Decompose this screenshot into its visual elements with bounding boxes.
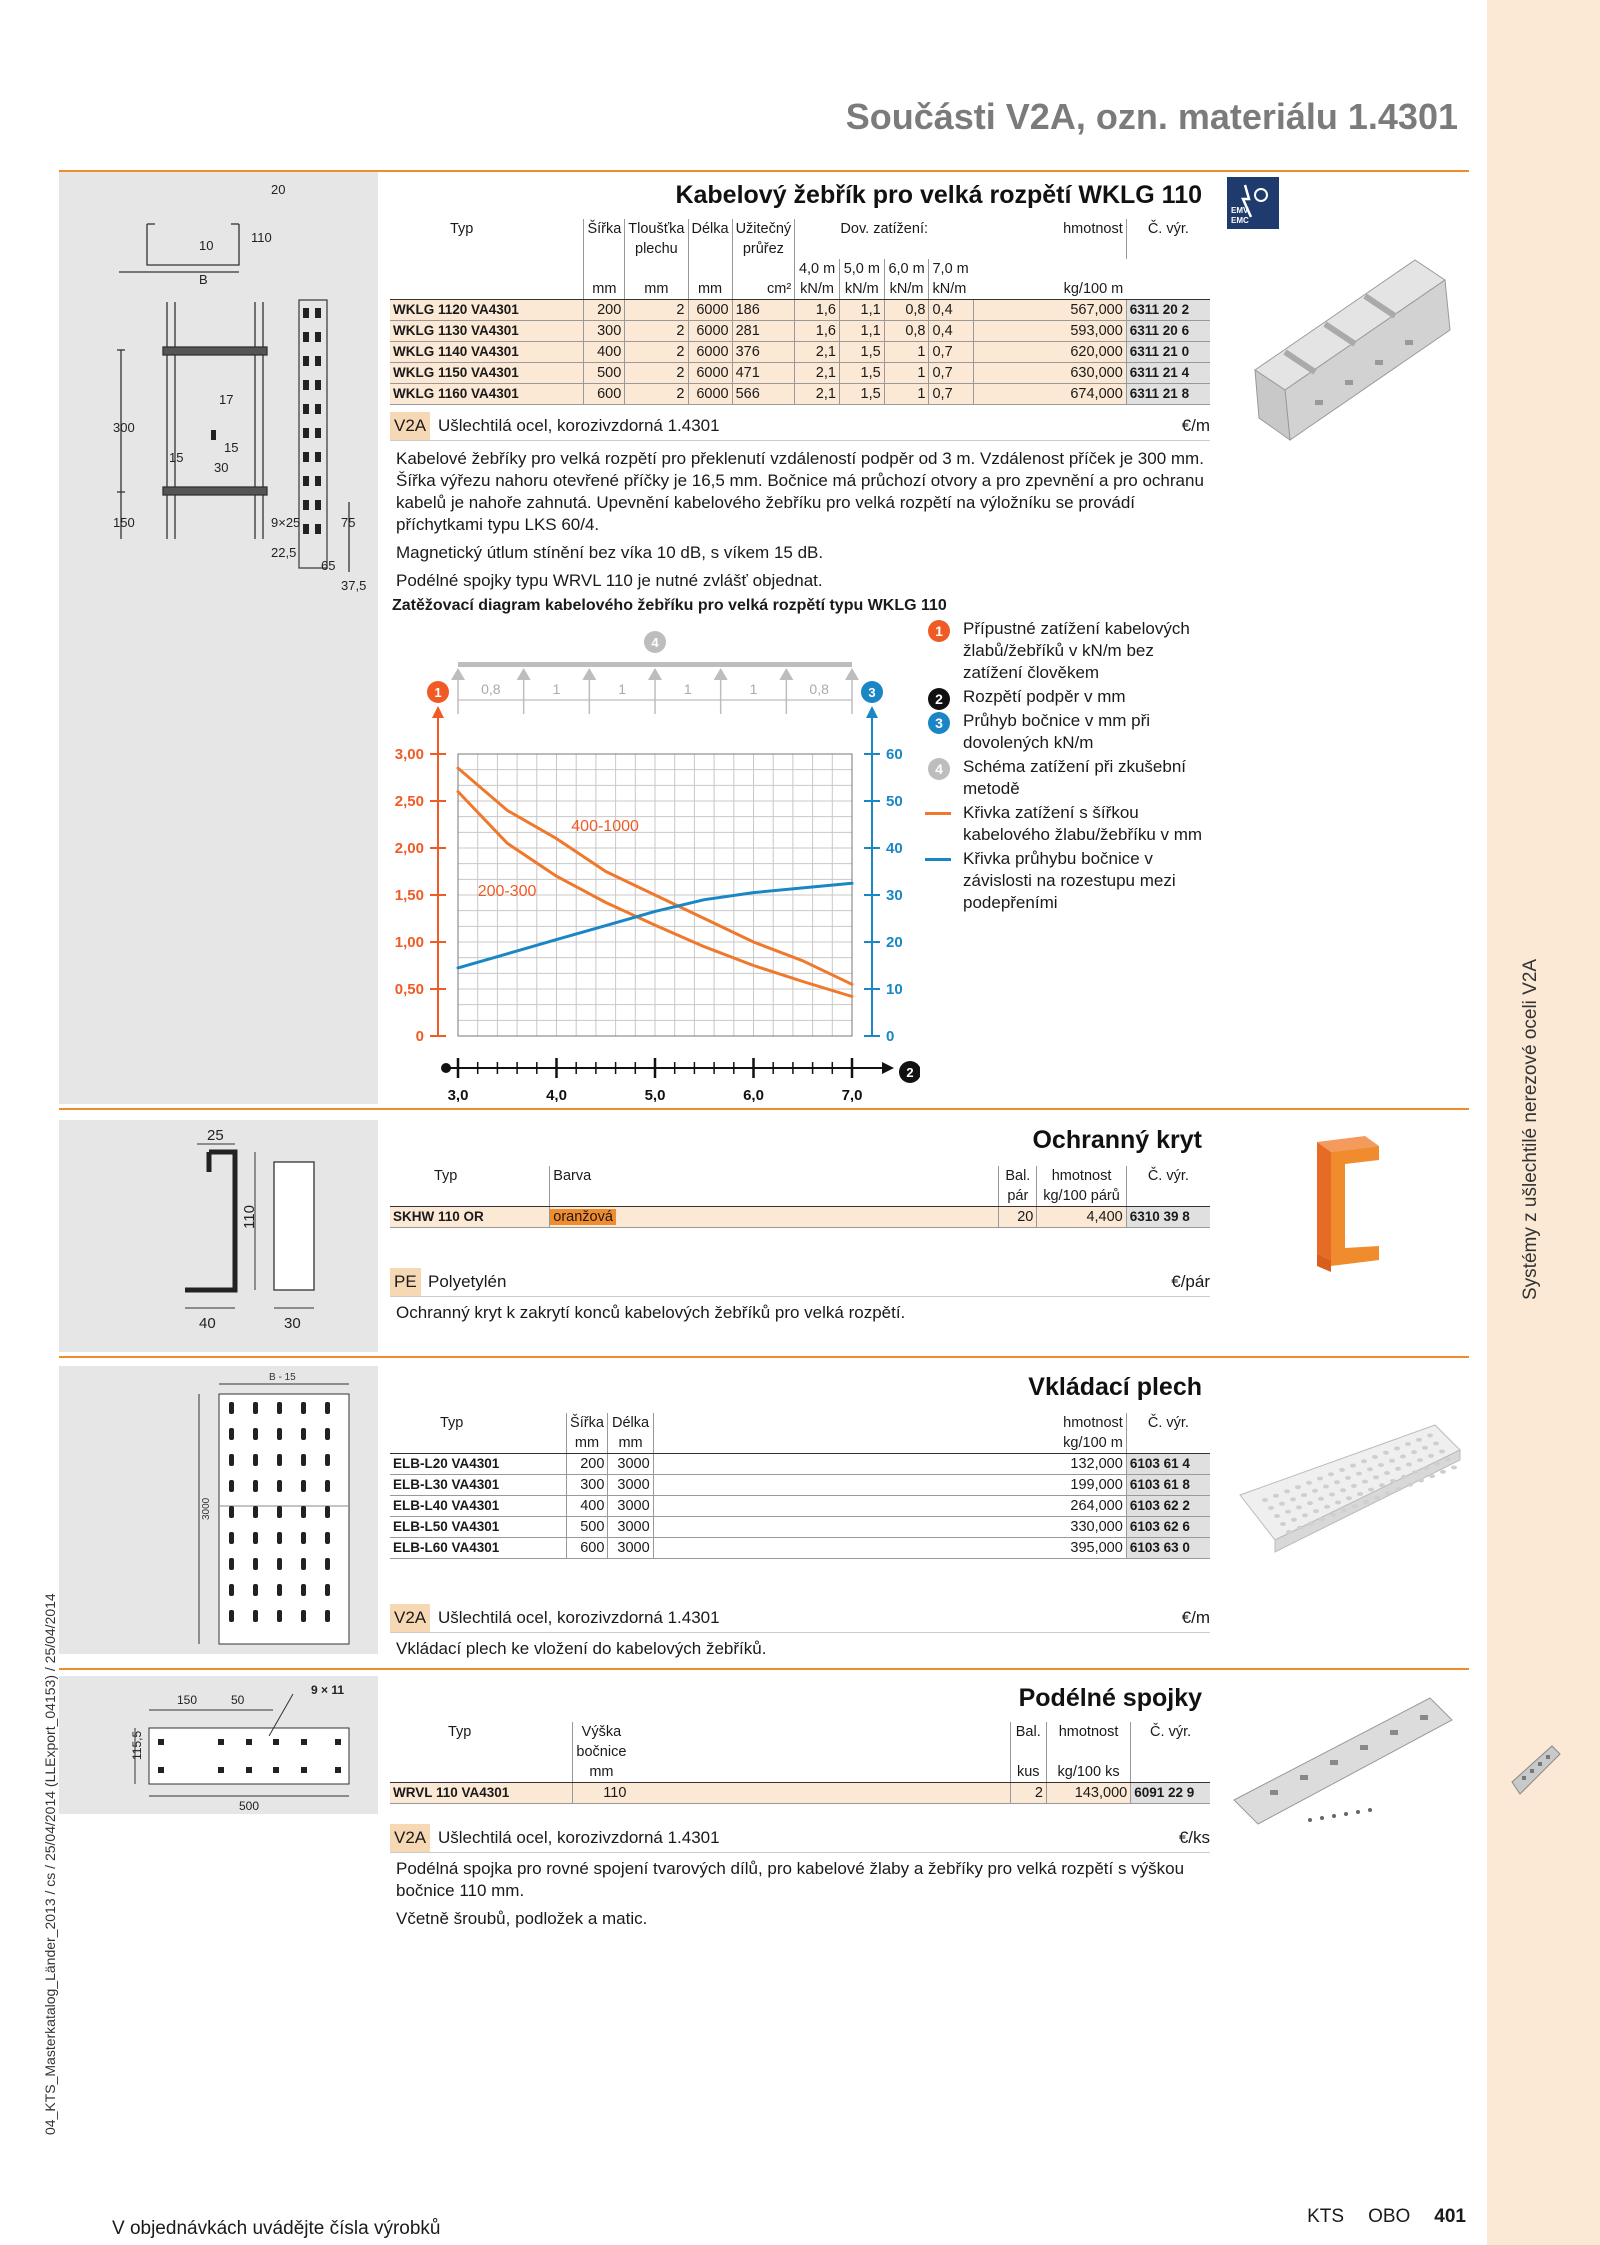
load-support (845, 668, 859, 680)
plate-perforation (1307, 1501, 1313, 1505)
plate-perforation (1411, 1450, 1417, 1454)
section-divider (59, 1668, 1469, 1670)
perforation-hole (277, 1402, 282, 1414)
plate-perforation (1351, 1484, 1357, 1488)
wrvl-section-title: Podélné spojky (1018, 1684, 1202, 1712)
dim-b: B (199, 272, 208, 287)
plate-perforation (1363, 1500, 1369, 1504)
load-support (451, 668, 465, 680)
perforation-hole (325, 1428, 330, 1440)
dim-110: 110 (241, 1205, 258, 1229)
dim-40: 40 (199, 1315, 216, 1332)
dim-65: 65 (321, 558, 336, 573)
dim-10: 10 (199, 238, 214, 253)
drawing-panel (59, 1676, 378, 1814)
perforation-hole (277, 1532, 282, 1544)
wklg-section-title: Kabelový žebřík pro velká rozpětí WKLG 110 (675, 181, 1202, 209)
x-axis-arrow (882, 1062, 894, 1074)
dim-300: 300 (113, 420, 135, 435)
right-tick-label: 20 (886, 934, 903, 951)
section-divider (59, 1108, 1469, 1110)
plate-perforation (1422, 1446, 1428, 1450)
dim-500: 500 (239, 1799, 260, 1813)
perforation-hole (277, 1610, 282, 1622)
plate-perforation (1428, 1454, 1434, 1458)
plate-perforation (1368, 1488, 1374, 1492)
plate-perforation (1439, 1450, 1445, 1454)
plate-perforation (1427, 1434, 1433, 1438)
x-axis-origin-dot (441, 1063, 451, 1073)
x-axis-marker-label: 2 (906, 1065, 914, 1080)
plate-perforation (1329, 1493, 1335, 1497)
skhw-section-title: Ochranný kryt (1032, 1126, 1202, 1154)
plate-perforation (1423, 1466, 1429, 1470)
plate-perforation (1328, 1472, 1334, 1476)
elb-section-title: Vkládací plech (1028, 1373, 1202, 1401)
perforation-hole (229, 1558, 234, 1570)
wklg-technical-drawing (59, 172, 378, 672)
load-scheme-value: 1 (683, 681, 692, 697)
table-row: ELB-L60 VA4301 600 3000 395,000 6103 63 0 (390, 1538, 1210, 1559)
table-row: ELB-L30 VA4301 300 3000 199,000 6103 61 8 (390, 1475, 1210, 1496)
plate-perforation (1313, 1509, 1319, 1513)
legend-item: 1 Přípustné zatížení kabelových žlabů/žebříků v kN/m bez zatížení člověkem (925, 618, 1215, 684)
plate-perforation (1340, 1488, 1346, 1492)
right-tick-label: 40 (886, 840, 903, 857)
plate-perforation (1268, 1506, 1274, 1510)
footer-order-note: V objednávkách uvádějte čísla výrobků (112, 2218, 441, 2239)
dim-20: 20 (271, 182, 286, 197)
plate-perforation (1274, 1514, 1280, 1518)
right-tick-label: 0 (886, 1028, 895, 1045)
dim-75: 75 (341, 515, 356, 530)
table-row: WKLG 1120 VA4301 200 2 6000 186 1,6 1,1 0,8 0,4 567,000 6311 20 2 (390, 300, 1210, 321)
load-support (714, 668, 728, 680)
perforation-hole (325, 1558, 330, 1570)
perforation-hole (253, 1610, 258, 1622)
dim-115-5: 115,5 (130, 1730, 144, 1760)
perforation-hole (229, 1402, 234, 1414)
elb-technical-drawing (59, 1366, 378, 1654)
col-sirka: Šířka (584, 219, 625, 259)
plate-perforation (1357, 1492, 1363, 1496)
left-tick-label: 1,50 (394, 887, 424, 904)
col-tloustka: Tloušťka plechu (625, 219, 688, 259)
side-band (1487, 0, 1600, 2245)
perforation-hole (277, 1480, 282, 1492)
dim-b-15: B - 15 (269, 1372, 296, 1383)
left-tick-label: 0 (415, 1028, 424, 1045)
left-tick-label: 2,00 (394, 840, 424, 857)
right-tick-label: 10 (886, 981, 903, 998)
dim-30: 30 (214, 460, 229, 475)
plate-perforation (1350, 1464, 1356, 1468)
load-beam (458, 662, 852, 667)
dim-15b: 15 (224, 440, 239, 455)
plate-perforation (1433, 1442, 1439, 1446)
load-scheme-marker-label: 4 (651, 635, 659, 650)
plate-perforation (1379, 1483, 1385, 1487)
dim-110: 110 (251, 230, 272, 245)
drawing-panel (59, 1120, 378, 1352)
plate-perforation (1285, 1510, 1291, 1514)
left-axis-arrow (432, 706, 444, 718)
right-axis-marker-label: 3 (868, 685, 876, 700)
plate-perforation (1405, 1442, 1411, 1446)
plate-perforation (1306, 1481, 1312, 1485)
dim-3000: 3000 (201, 1497, 212, 1520)
plate-perforation (1352, 1504, 1358, 1508)
plate-perforation (1297, 1526, 1303, 1530)
plate-perforation (1451, 1466, 1457, 1470)
diagram-legend (925, 618, 1215, 916)
table-row: WKLG 1130 VA4301 300 2 6000 281 1,6 1,1 0,8 0,4 593,000 6311 20 6 (390, 321, 1210, 342)
plate-perforation (1361, 1459, 1367, 1463)
load-scheme-value: 0,8 (809, 681, 829, 697)
plate-perforation (1262, 1498, 1268, 1502)
plate-perforation (1445, 1458, 1451, 1462)
load-diagram-chart (380, 622, 920, 1102)
x-tick-label: 5,0 (644, 1087, 666, 1102)
x-tick-label: 4,0 (546, 1087, 567, 1102)
plate-perforation (1356, 1472, 1362, 1476)
perforation-hole (325, 1480, 330, 1492)
plate-perforation (1335, 1501, 1341, 1505)
curve-label-200-300: 200-300 (477, 882, 537, 900)
perforation-hole (301, 1584, 306, 1596)
perforation-hole (301, 1532, 306, 1544)
legend-item: 4 Schéma zatížení při zkušební metodě (925, 756, 1215, 800)
load-support (648, 668, 662, 680)
dim-17: 17 (219, 392, 234, 407)
skhw-material-row: PE Polyetylén €/pár (390, 1268, 1210, 1297)
plate-perforation (1339, 1468, 1345, 1472)
perforation-hole (277, 1428, 282, 1440)
table-row: ELB-L40 VA4301 400 3000 264,000 6103 62 2 (390, 1496, 1210, 1517)
plate-perforation (1308, 1521, 1314, 1525)
left-tick-label: 1,00 (394, 934, 424, 951)
plate-perforation (1317, 1477, 1323, 1481)
plate-perforation (1418, 1478, 1424, 1482)
plate-perforation (1301, 1493, 1307, 1497)
wrvl-product-table: Typ Výška bočnice Bal. hmotnost Č. výr. mm kus kg/100 ks WRVL 110 VA4301 110 2 143,000 6091 22 9 (390, 1722, 1210, 1804)
perforation-hole (325, 1532, 330, 1544)
load-support (517, 668, 531, 680)
plate-perforation (1416, 1438, 1422, 1442)
plate-perforation (1286, 1530, 1292, 1534)
perforation-hole (253, 1454, 258, 1466)
load-support (779, 668, 793, 680)
curve-label-400-1000: 400-1000 (571, 818, 639, 836)
plate-perforation (1394, 1446, 1400, 1450)
dim-150: 150 (177, 1693, 198, 1707)
skhw-description: Ochranný kryt k zakrytí konců kabelových žebříků pro velká rozpětí. (396, 1303, 906, 1322)
wklg-material-row: V2A Ušlechtilá ocel, korozivzdorná 1.4301 €/m (390, 412, 1210, 441)
left-axis-marker-label: 1 (434, 685, 442, 700)
dim-50: 50 (231, 1693, 245, 1707)
table-row: ELB-L20 VA4301 200 3000 132,000 6103 61 4 (390, 1454, 1210, 1475)
perforation-hole (277, 1506, 282, 1518)
legend-item: Křivka průhybu bočnice v závislosti na rozestupu mezi podepřeními (925, 848, 1215, 914)
section-divider (59, 1356, 1469, 1358)
col-typ: Typ (450, 221, 474, 237)
plate-perforation (1373, 1475, 1379, 1479)
perforation-hole (301, 1428, 306, 1440)
plate-perforation (1345, 1476, 1351, 1480)
cable-ladder-product-image (1245, 240, 1460, 450)
wklg-product-table: Typ Šířka Tloušťka plechu Délka Užitečný průřez Dov. zatížení: hmotnost Č. výr. 4,0 m 5,0 m 6,0 m 7,0 m mm mm mm cm² kN/m kN/m kN/m kN/m kg/100 m WKLG 1120 VA4301 200 2 6000 186 1,6 1,1 0,8 0,4 567,000 6311 20 2 WKLG 1130 VA4301 300 2 6000 281 1,6 1,1 0,8 0,4 593,000 6311 20 6 WKLG 1140 VA4301 400 2 6000 376 2,1 1,5 1 0,7 620,000 6311 21 0 WKLG 1150 VA4301 500 2 6000 471 2,1 1,5 1 0,7 630,000 6311 21 4 WKLG 1160 VA4301 600 2 6000 566 2,1 1,5 1 0,7 674,000 6311 21 8 (390, 219, 1210, 405)
wrvl-material-row: V2A Ušlechtilá ocel, korozivzdorná 1.4301 €/ks (390, 1824, 1210, 1853)
perforation-hole (325, 1402, 330, 1414)
cable-ladder-thumbnail-icon (1508, 1742, 1564, 1800)
wrvl-description: Podélná spojka pro rovné spojení tvarových dílů, pro kabelové žlaby a žebříky pro velká rozpětí s výškou bočnice 110 mm. Včetně šroubů, podložek a matic. (396, 1859, 1185, 1928)
x-tick-label: 3,0 (447, 1087, 469, 1102)
perforation-hole (229, 1532, 234, 1544)
plate-perforation (1412, 1470, 1418, 1474)
dim-9x11: 9 × 11 (311, 1683, 345, 1697)
plate-perforation (1395, 1467, 1401, 1471)
perforation-hole (229, 1610, 234, 1622)
plate-perforation (1434, 1462, 1440, 1466)
x-tick-label: 6,0 (743, 1087, 764, 1102)
dim-37-5: 37,5 (341, 578, 367, 593)
plate-perforation (1280, 1522, 1286, 1526)
plate-perforation (1279, 1502, 1285, 1506)
plate-perforation (1334, 1480, 1340, 1484)
perforation-hole (301, 1402, 306, 1414)
catalog-export-footer: 04_KTS_Masterkatalog_Länder_2013 / cs / 25/04/2014 (LLExport_04153) / 25/04/2014 (42, 1593, 58, 2135)
table-row: SKHW 110 OR oranžová 20 4,400 6310 39 8 (390, 1207, 1210, 1228)
plate-perforation (1295, 1485, 1301, 1489)
col-prurez: Užitečný průřez (732, 219, 795, 259)
emv-emc-icon (1227, 177, 1279, 229)
plate-perforation (1324, 1505, 1330, 1509)
skhw-technical-drawing (59, 1120, 378, 1352)
side-category-label: Systémy z ušlechtilé nerezové oceli V2A (1520, 958, 1541, 1300)
perforation-hole (301, 1506, 306, 1518)
dim-15a: 15 (169, 450, 184, 465)
perforation-hole (253, 1532, 258, 1544)
plate-perforation (1362, 1480, 1368, 1484)
right-tick-label: 60 (886, 746, 903, 763)
perforation-hole (229, 1480, 234, 1492)
plate-perforation (1284, 1489, 1290, 1493)
skhw-product-table: Typ Barva Bal. hmotnost Č. výr. pár kg/100 párů SKHW 110 OR oranžová 20 4,400 6310 39 8 (390, 1166, 1210, 1228)
perforation-hole (253, 1584, 258, 1596)
plate-perforation (1417, 1458, 1423, 1462)
left-tick-label: 0,50 (394, 981, 424, 998)
plate-perforation (1346, 1496, 1352, 1500)
left-tick-label: 2,50 (394, 793, 424, 810)
perforation-hole (325, 1506, 330, 1518)
table-row: WKLG 1160 VA4301 600 2 6000 566 2,1 1,5 1 0,7 674,000 6311 21 8 (390, 384, 1210, 405)
elb-product-table: Typ Šířka Délka hmotnost Č. výr. mm mm kg/100 m ELB-L20 VA4301 200 3000 132,000 6103 61 4 ELB-L30 VA4301 300 3000 199,000 6103 61 8 ELB-L40 VA4301 400 3000 264,000 6103 62 2 ELB-L50 VA4301 500 3000 330,000 6103 62 6 ELB-L60 VA4301 600 3000 395,000 6103 63 0 (390, 1413, 1210, 1559)
right-axis-arrow (866, 706, 878, 718)
plate-perforation (1401, 1475, 1407, 1479)
plate-perforation (1319, 1517, 1325, 1521)
plate-perforation (1290, 1497, 1296, 1501)
legend-item: 2 Rozpětí podpěr v mm (925, 686, 1215, 708)
perforation-hole (253, 1480, 258, 1492)
plate-perforation (1396, 1487, 1402, 1491)
plate-perforation (1406, 1462, 1412, 1466)
perforation-hole (301, 1454, 306, 1466)
plate-perforation (1385, 1491, 1391, 1495)
dim-150: 150 (113, 515, 135, 530)
perforation-hole (325, 1610, 330, 1622)
plate-perforation (1389, 1459, 1395, 1463)
perforation-hole (325, 1454, 330, 1466)
perforation-hole (253, 1506, 258, 1518)
load-support (582, 668, 596, 680)
plate-perforation (1323, 1485, 1329, 1489)
plate-perforation (1291, 1518, 1297, 1522)
dim-22-5: 22,5 (271, 545, 297, 560)
elb-material-row: V2A Ušlechtilá ocel, korozivzdorná 1.4301 €/m (390, 1604, 1210, 1633)
legend-item: Křivka zatížení s šířkou kabelového žlabu/žebříku v mm (925, 802, 1215, 846)
plate-perforation (1407, 1483, 1413, 1487)
load-scheme-value: 1 (618, 681, 627, 697)
plate-perforation (1341, 1509, 1347, 1513)
protective-cap-product-image (1305, 1130, 1385, 1280)
drawing-panel (59, 1366, 378, 1654)
perforation-hole (277, 1454, 282, 1466)
plate-perforation (1296, 1505, 1302, 1509)
plate-perforation (1273, 1494, 1279, 1498)
dim-9x25: 9×25 (271, 515, 301, 530)
perforation-hole (301, 1480, 306, 1492)
perforation-hole (301, 1610, 306, 1622)
col-cvyr: Č. výr. (1126, 219, 1210, 259)
plate-perforation (1302, 1513, 1308, 1517)
plate-perforation (1429, 1474, 1435, 1478)
right-tick-label: 50 (886, 793, 903, 810)
dim-30: 30 (284, 1315, 301, 1332)
table-row: ELB-L50 VA4301 500 3000 330,000 6103 62 6 (390, 1517, 1210, 1538)
table-row: WRVL 110 VA4301 110 2 143,000 6091 22 9 (390, 1783, 1210, 1804)
plate-perforation (1374, 1496, 1380, 1500)
plate-perforation (1318, 1497, 1324, 1501)
load-scheme-value: 0,8 (481, 681, 501, 697)
legend-item: 3 Průhyb bočnice v mm při dovolených kN/m (925, 710, 1215, 754)
perforation-hole (277, 1558, 282, 1570)
plate-perforation (1312, 1489, 1318, 1493)
plate-perforation (1383, 1451, 1389, 1455)
right-tick-label: 30 (886, 887, 903, 904)
load-scheme-value: 1 (552, 681, 561, 697)
col-dov-zatizeni: Dov. zatížení: (795, 219, 974, 259)
col-hmotnost: hmotnost (1063, 221, 1123, 237)
perforation-hole (253, 1402, 258, 1414)
wklg-description: Kabelové žebříky pro velká rozpětí pro překlenutí vzdáleností podpěr od 3 m. Vzdálenost příček je 300 mm. Šířka výřezu nahoru otevřené příčky je 16,5 mm. Bočnice má průchozí otvory a pro zpevnění a pro ochranu kabelů je nahoře zahnutá. Upevnění kabelového žebříku pro velká rozpětí na výložníku se provádí příchytkami typu LKS 60/4. Magnetický útlum stínění bez víka 10 dB, s víkem 15 dB. Podélné spojky typu WRVL 110 je nutné zvlášť objednat. (396, 449, 1204, 590)
drawing-panel (59, 172, 378, 1104)
perforation-hole (301, 1558, 306, 1570)
footer-page-info: KTS OBO 401 (1307, 2206, 1466, 2227)
insert-plate-product-image (1235, 1420, 1465, 1560)
diagram-title: Zatěžovací diagram kabelového žebříku pro velká rozpětí typu WKLG 110 (392, 597, 947, 614)
perforation-hole (253, 1558, 258, 1570)
wrvl-technical-drawing (59, 1676, 378, 1814)
perforation-hole (253, 1428, 258, 1440)
longitudinal-connector-product-image (1230, 1690, 1460, 1840)
perforation-hole (229, 1428, 234, 1440)
perforation-hole (229, 1454, 234, 1466)
plate-perforation (1384, 1471, 1390, 1475)
svg-text:EMV: EMV (1231, 206, 1249, 215)
plate-perforation (1390, 1479, 1396, 1483)
table-row: WKLG 1150 VA4301 500 2 6000 471 2,1 1,5 1 0,7 630,000 6311 21 4 (390, 363, 1210, 384)
svg-text:EMC: EMC (1231, 216, 1249, 225)
dim-25: 25 (207, 1127, 224, 1144)
perforation-hole (229, 1506, 234, 1518)
page-title: Součásti V2A, ozn. materiálu 1.4301 (845, 96, 1458, 137)
x-tick-label: 7,0 (841, 1087, 863, 1102)
plate-perforation (1372, 1455, 1378, 1459)
plate-perforation (1330, 1513, 1336, 1517)
perforation-hole (325, 1584, 330, 1596)
col-delka: Délka (688, 219, 732, 259)
left-tick-label: 3,00 (394, 746, 424, 763)
elb-description: Vkládací plech ke vložení do kabelových žebříků. (396, 1639, 767, 1658)
load-scheme-value: 1 (749, 681, 758, 697)
table-row: WKLG 1140 VA4301 400 2 6000 376 2,1 1,5 1 0,7 620,000 6311 21 0 (390, 342, 1210, 363)
perforation-hole (229, 1584, 234, 1596)
plate-perforation (1367, 1467, 1373, 1471)
perforation-hole (277, 1584, 282, 1596)
plate-perforation (1440, 1470, 1446, 1474)
plate-perforation (1378, 1463, 1384, 1467)
plate-perforation (1400, 1454, 1406, 1458)
